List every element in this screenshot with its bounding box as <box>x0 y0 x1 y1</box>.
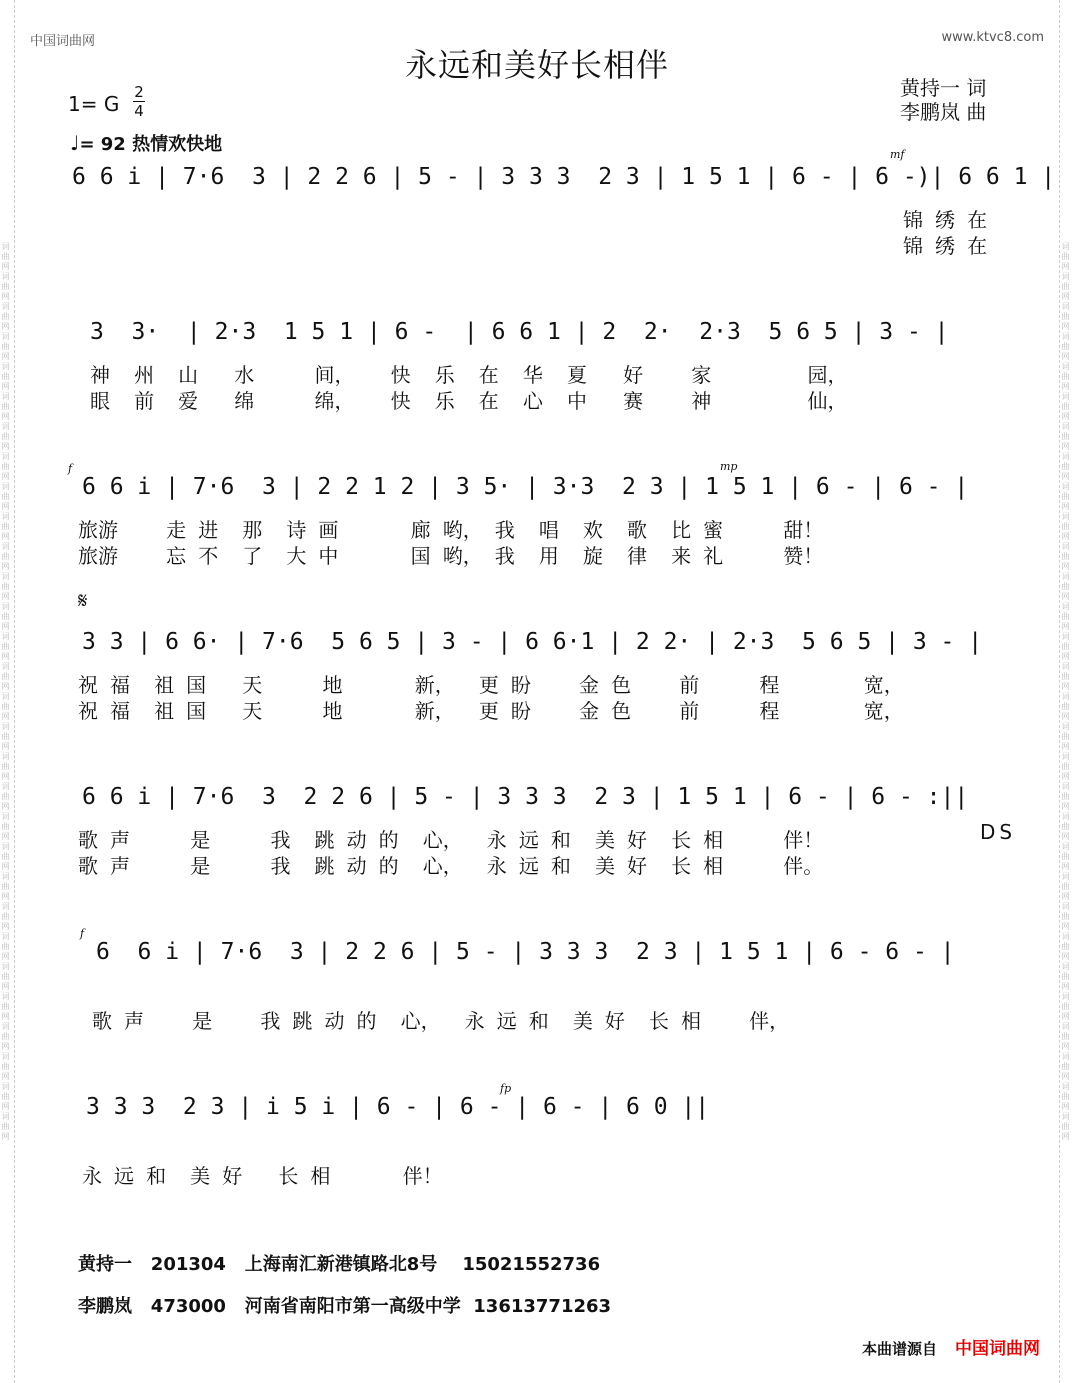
lyric-line-1: 歌 声 是 我 跳 动 的 心， 永 远 和 美 好 长 相 伴， <box>92 1009 790 1033</box>
lyric-line-1: 神 州 山 水 间， 快 乐 在 华 夏 好 家 园， <box>90 363 848 387</box>
key-signature: 1= G <box>68 92 120 116</box>
dynamic-f: f <box>80 927 85 940</box>
contact-lyricist: 黄持一 201304 上海南汇新港镇路北8号 15021552736 <box>78 1254 601 1275</box>
tempo-text: = 92 热情欢快地 <box>79 134 223 155</box>
lyric-line-2: 祝 福 祖 国 天 地 新， 更 盼 金 色 前 程 宽， <box>78 699 904 723</box>
time-signature-bottom: 4 <box>134 102 144 120</box>
lyric-line-2: 歌 声 是 我 跳 动 的 心， 永 远 和 美 好 长 相 伴。 <box>78 854 824 878</box>
segno-sign: 𝄋 <box>78 589 88 614</box>
dynamic-fp: fp <box>500 1082 512 1095</box>
lyric-line-2: 眼 前 爱 绵 绵， 快 乐 在 心 中 赛 神 仙， <box>90 389 848 413</box>
notation-line: 3 3· | 2·3 1 5 1 | 6 - | 6 6 1 | 2 2· 2·3 5 6 5 | 3 - | <box>90 319 949 345</box>
source-label: 本曲谱源自 <box>861 1340 937 1358</box>
lyric-line-2: 旅游 忘 不 了 大 中 国 哟， 我 用 旋 律 来 礼 赞！ <box>78 544 824 568</box>
lyricist-credit: 黄持一 词 <box>900 76 987 100</box>
time-signature-top: 2 <box>134 83 144 101</box>
composer-credit: 李鹏岚 曲 <box>900 100 987 124</box>
right-edge-watermark: 词曲网词曲网词曲网词曲网词曲网词曲网词曲网词曲网词曲网词曲网词曲网词曲网词曲网词曲网词曲网词曲网词曲网词曲网词曲网词曲网词曲网词曲网词曲网词曲网词曲网词曲网词曲网词曲网词曲网词曲网 <box>1059 0 1074 1383</box>
site-url-right: www.ktvc8.com <box>941 30 1044 45</box>
left-edge-watermark: 词曲网词曲网词曲网词曲网词曲网词曲网词曲网词曲网词曲网词曲网词曲网词曲网词曲网词曲网词曲网词曲网词曲网词曲网词曲网词曲网词曲网词曲网词曲网词曲网词曲网词曲网词曲网词曲网词曲网词曲网 <box>0 0 15 1383</box>
source-brand-link[interactable]: 中国词曲网 <box>955 1339 1040 1359</box>
lyric-line-1: 锦 绣 在 <box>903 208 988 232</box>
notation-line: 6 6 i | 7·6 3 | 2 2 6 | 5 - | 3 3 3 2 3 | 1 5 1 | 6 - | 6 -)| 6 6 1 | <box>72 164 1056 190</box>
notation-line: 6 6 i | 7·6 3 | 2 2 6 | 5 - | 3 3 3 2 3 | 1 5 1 | 6 - 6 - | <box>96 939 955 965</box>
notation-line: 3 3 3 2 3 | i 5 i | 6 - | 6 - | 6 - | 6 0 || <box>86 1094 710 1120</box>
lyric-line-2: 锦 绣 在 <box>903 234 988 258</box>
time-signature <box>133 84 145 119</box>
site-name-left: 中国词曲网 <box>30 34 96 49</box>
contact-composer: 李鹏岚 473000 河南省南阳市第一高级中学 13613771263 <box>78 1296 612 1317</box>
dal-segno-mark: DS <box>980 820 1017 844</box>
source-footer <box>862 1334 1040 1359</box>
lyric-line-1: 永 远 和 美 好 长 相 伴！ <box>82 1164 443 1188</box>
lyric-line-1: 旅游 走 进 那 诗 画 廊 哟， 我 唱 欢 歌 比 蜜 甜！ <box>78 518 824 542</box>
notation-line: 3 3 | 6 6· | 7·6 5 6 5 | 3 - | 6 6·1 | 2 2· | 2·3 5 6 5 | 3 - | <box>82 629 983 655</box>
lyric-line-1: 祝 福 祖 国 天 地 新， 更 盼 金 色 前 程 宽， <box>78 673 904 697</box>
dynamic-f: f <box>68 462 73 475</box>
quarter-note-icon: ♩ <box>70 131 80 155</box>
song-title: 永远和美好长相伴 <box>404 46 669 84</box>
tempo-marking <box>70 130 222 156</box>
dynamic-mp: mp <box>720 460 738 473</box>
notation-line: 6 6 i | 7·6 3 2 2 6 | 5 - | 3 3 3 2 3 | 1 5 1 | 6 - | 6 - :|| <box>82 784 969 810</box>
notation-line: 6 6 i | 7·6 3 | 2 2 1 2 | 3 5· | 3·3 2 3 | 1 5 1 | 6 - | 6 - | <box>82 474 969 500</box>
lyric-line-1: 歌 声 是 我 跳 动 的 心， 永 远 和 美 好 长 相 伴！ <box>78 828 824 852</box>
dynamic-mf: mf <box>890 148 905 161</box>
